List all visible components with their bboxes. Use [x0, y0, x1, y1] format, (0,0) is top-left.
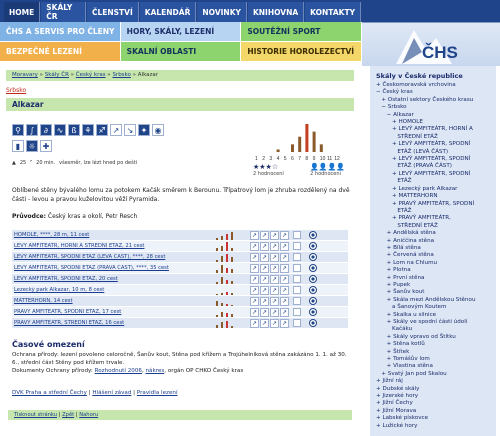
sidebar-tree-item[interactable]: + Jizerské hory — [376, 393, 419, 400]
guides — [12, 213, 137, 220]
histogram-bar — [320, 144, 323, 152]
section-text — [12, 351, 350, 375]
route-extra-icon — [293, 308, 301, 316]
route-icons — [250, 308, 289, 317]
sidebar-tree-item[interactable]: + Jižní Morava — [376, 407, 417, 414]
rope-icon: ↗ — [261, 319, 268, 327]
guides-value: Český kras a okolí, Petr Resch — [47, 213, 138, 220]
rope-icon: ∫ — [26, 124, 38, 136]
sidebar-tree-item[interactable]: + PRAVÝ AMFITEÁTR, — [376, 215, 451, 222]
route-difficulty-bars — [212, 264, 244, 273]
route-icons — [250, 242, 289, 251]
footer: Tisknout stránku | Zpět | Nahoru — [8, 410, 352, 420]
link-dvk[interactable]: DVK Praha a střední Čechy — [12, 390, 87, 396]
rating-people — [310, 163, 345, 177]
route-bar — [226, 292, 228, 295]
carabiner-icon: ↗ — [271, 242, 278, 250]
climber-icon: ↗ — [251, 242, 258, 250]
route-bar — [216, 282, 218, 284]
route-name[interactable]: LEVÝ AMFITEÁTR, SPODNÍ ETÁŽ (LEVÁ ČÁST), ****, 28 cest — [14, 254, 166, 260]
info-minutes: 25 — [19, 160, 27, 166]
difficulty-histogram — [253, 120, 343, 162]
histogram-label: 4 — [276, 156, 280, 162]
nav-item-6[interactable]: KONTAKTY — [305, 2, 361, 22]
route-bar — [226, 234, 228, 240]
rating-stars — [253, 163, 284, 177]
boulder-icon: ↗ — [281, 308, 288, 316]
route-bar — [226, 242, 228, 251]
wall-icon: ▮ — [12, 140, 24, 152]
route-icons — [250, 286, 289, 295]
sun-icon: ☼ — [26, 140, 38, 152]
route-extra-icon — [293, 319, 301, 327]
boulder-icon: ↗ — [281, 286, 288, 294]
parent-link — [6, 87, 354, 94]
nav-item-3[interactable]: KALENDÁŘ — [140, 2, 197, 22]
bottom-links: DVK Praha a střední Čechy | Hlášení závad | Pravidla lezení — [12, 390, 178, 396]
walker-icon: ♐ — [96, 124, 108, 136]
nav-item-0[interactable]: HOME — [4, 2, 40, 22]
histogram-label: 12 — [334, 156, 340, 162]
sidebar-tree-item[interactable]: STŘEDNÍ ETÁŽ — [376, 222, 438, 229]
walk-icon: ᴾ — [30, 160, 33, 166]
route-icons — [250, 319, 289, 328]
route-name[interactable]: PRAVÝ AMFITEÁTR, STŘEDNÍ ETÁŽ, 16 cest — [14, 320, 125, 326]
sidebar-tree-item[interactable]: ETÁŽ — [376, 178, 412, 185]
sidebar-tree-item[interactable]: Kačáku — [376, 326, 413, 333]
rating-stars-count: 2 hodnocení — [253, 171, 284, 177]
route-bar — [216, 248, 218, 251]
carabiner-icon: ∂ — [40, 124, 52, 136]
description: Oblíbené stěny bývalého lomu za potokem Kačák směrem k Berounu. Třípatrový lom je zhruba rozdělený na dvě části - levou a pravou kuželovitou věží Pyramida. — [12, 187, 350, 203]
route-icons — [250, 264, 289, 273]
route-bar — [216, 325, 218, 328]
sidebar-tree-item[interactable]: + LEVÝ AMFITEÁTR, SPODNÍ — [376, 141, 471, 148]
category-chs-servis[interactable]: ČHS A SERVIS PRO ČLENY — [0, 22, 121, 42]
category-skalni-oblasti[interactable]: SKALNÍ OBLASTI — [121, 42, 242, 62]
rope-icon: ↗ — [261, 231, 268, 239]
carabiner-icon: ↗ — [271, 275, 278, 283]
sidebar-tree-item[interactable]: + Stěna kotlů — [376, 341, 425, 348]
route-bar — [231, 257, 233, 262]
route-row[interactable] — [12, 230, 348, 241]
sidebar-tree-item[interactable]: + Ostatní sektory Českého krasu — [376, 96, 474, 103]
histogram-label: 3 — [269, 156, 273, 162]
histogram-label: 1 — [255, 156, 258, 162]
route-row[interactable] — [12, 296, 348, 307]
family-icon: ⚘ — [82, 124, 94, 136]
sidebar — [370, 66, 496, 436]
route-bar — [221, 256, 223, 262]
route-row[interactable] — [12, 252, 348, 263]
sidebar-tree-item[interactable]: + Lom na Chlumu — [376, 259, 438, 266]
histogram-label: 8 — [305, 156, 309, 162]
histogram-bar — [298, 137, 301, 152]
boulder-icon: ↗ — [281, 319, 288, 327]
route-bar — [216, 270, 218, 273]
route-bar — [231, 269, 233, 273]
rating-people-count: 2 hodnocení — [310, 171, 341, 177]
sidebar-tree-item[interactable]: + Českomoravská vrchovina — [376, 82, 456, 88]
sidebar-tree-item[interactable]: + Vlastina stěna — [376, 363, 433, 370]
route-extra-icon — [293, 231, 301, 239]
climber-icon: ↗ — [251, 275, 258, 283]
sidebar-tree-item[interactable]: + Lužické hory — [376, 422, 418, 429]
route-bar — [231, 248, 233, 251]
route-extra-icon — [293, 297, 301, 305]
carabiner-icon: ↗ — [271, 231, 278, 239]
info-row — [12, 160, 137, 166]
sidebar-tree-item[interactable]: + Aniččina stěna — [376, 237, 435, 244]
route-target-icon — [309, 319, 317, 327]
route-bar — [221, 303, 223, 306]
rope-icon: ↗ — [261, 242, 268, 250]
route-extra-icon — [293, 242, 301, 250]
climber-icon: ⚲ — [12, 124, 24, 136]
boulder-icon: ↗ — [281, 275, 288, 283]
section-text-1: Ochrana přírody: lezení povoleno celoročně, Šanův kout, Stěna pod křížem a Trojúhelníková stěna zakázáno 1. 1. až 30. 6., střední část Stěny pod křížem trvale. — [12, 352, 347, 366]
histogram-label: 10 — [319, 156, 326, 162]
nav-item-5[interactable]: KNIHOVNA — [248, 2, 304, 22]
route-difficulty-bars — [212, 308, 244, 317]
route-name[interactable]: PRAVÝ AMFITEÁTR, SPODNÍ ETÁŽ, 17 cest — [14, 309, 122, 315]
histogram-bar — [305, 124, 308, 152]
route-name[interactable]: LEVÝ AMFITEÁTR, HORNÍ A STŘEDNÍ ETÁŽ, 21 cest — [14, 243, 145, 249]
slope-icon: ↘ — [124, 124, 136, 136]
boulder-icon: ß — [68, 124, 80, 136]
main-content — [6, 66, 354, 111]
breadcrumb-item-cesky-kras[interactable]: Český kras — [75, 72, 106, 78]
route-icons — [250, 253, 289, 262]
route-row[interactable] — [12, 318, 348, 329]
footer-back[interactable]: Zpět — [62, 412, 75, 418]
boulder-icon: ↗ — [281, 297, 288, 305]
route-bar — [221, 265, 223, 273]
route-row[interactable] — [12, 274, 348, 285]
triangle-icon: ▲ — [12, 160, 16, 166]
sidebar-tree-item[interactable]: + Lezecký park Alkazar — [376, 185, 458, 192]
route-name[interactable]: HOMOLE, ****, 28 m, 11 cest — [14, 232, 90, 238]
rope-icon: ↗ — [261, 264, 268, 272]
boulder-icon: ↗ — [281, 264, 288, 272]
route-name[interactable]: Lezecký park Alkazar, 10 m, 8 cest — [14, 287, 105, 293]
breadcrumb-item-moravary[interactable]: Moravary — [12, 72, 38, 78]
category-row-2 — [0, 42, 362, 62]
route-bar — [231, 326, 233, 328]
category-row-1 — [0, 22, 362, 42]
route-row[interactable] — [12, 285, 348, 296]
sidebar-tree-item[interactable]: ETÁŽ — [376, 207, 412, 214]
route-bar — [216, 238, 218, 240]
category-bezpecne-lezeni[interactable]: BEZPEČNÉ LEZENÍ — [0, 42, 121, 62]
hold-icon: ↗ — [110, 124, 122, 136]
rope-icon: ↗ — [261, 253, 268, 261]
rope-icon: ↗ — [261, 275, 268, 283]
category-hory-skaly[interactable]: HORY, SKÁLY, LEZENÍ — [121, 22, 242, 42]
histogram-label: 11 — [327, 156, 333, 162]
route-bar — [226, 254, 228, 262]
logo-panel — [362, 0, 500, 66]
histogram-label: 2 — [262, 156, 265, 162]
sidebar-tree-item[interactable]: + Andělská stěna — [376, 230, 436, 237]
target-icon: ◉ — [152, 124, 164, 136]
footer-print[interactable]: Tisknout stránku — [14, 412, 58, 418]
sidebar-tree-item[interactable]: a Šanovým Koutem — [376, 304, 447, 311]
top-navigation — [0, 0, 362, 22]
sidebar-tree-item[interactable]: + Skalka u silnice — [376, 311, 437, 318]
section-text-2: Dokumenty Ochrany přírody: Rozhodnutí 2006, nákres, orgán OP CHKO Český kras — [12, 368, 244, 374]
boulder-icon: ↗ — [281, 242, 288, 250]
sidebar-tree-item[interactable]: + Skály ve spodní části údolí — [376, 319, 468, 325]
route-bar — [231, 232, 233, 240]
route-target-icon — [309, 264, 317, 272]
logo-text: ČHS — [422, 43, 458, 62]
section-title: Časové omezení — [12, 340, 85, 349]
footer-top[interactable]: Nahoru — [79, 412, 99, 418]
breadcrumb-item-skaly-cr[interactable]: Skály ČR — [44, 72, 69, 78]
sidebar-tree-item[interactable]: + Dubské skály — [376, 385, 420, 392]
sidebar-tree-item[interactable]: + První stěna — [376, 274, 425, 281]
route-difficulty-bars — [212, 286, 244, 295]
histogram-bar — [277, 149, 280, 152]
sidebar-tree-item[interactable]: + Plotna — [376, 267, 411, 274]
route-row[interactable] — [12, 263, 348, 274]
route-bar — [221, 293, 223, 295]
stars-icon: ★★★☆ — [253, 163, 279, 171]
route-bar — [221, 246, 223, 251]
route-bar — [226, 280, 228, 284]
route-extra-icon — [293, 264, 301, 272]
breadcrumb-current: Alkazar — [137, 72, 159, 78]
route-extra-icon — [293, 253, 301, 261]
route-bar — [226, 304, 228, 306]
link-rozhodnuti[interactable]: Rozhodnutí 2006 — [94, 368, 142, 374]
page-title: Alkazar — [6, 98, 354, 111]
route-target-icon — [309, 275, 317, 283]
sidebar-tree-item[interactable]: − Český kras — [376, 89, 413, 96]
route-difficulty-bars — [212, 231, 244, 240]
sidebar-tree-item[interactable]: + HOMOLE — [376, 119, 423, 126]
route-extra-icon — [293, 286, 301, 294]
route-target-icon — [309, 231, 317, 239]
sidebar-tree-item[interactable]: + Jižní Čechy — [376, 400, 413, 407]
route-difficulty-bars — [212, 319, 244, 328]
route-bar — [221, 312, 223, 317]
histogram-bar — [313, 132, 316, 152]
climber-icon: ↗ — [251, 286, 258, 294]
nav-item-4[interactable]: NOVINKY — [197, 2, 247, 22]
climber-icon: ↗ — [251, 297, 258, 305]
attribute-icons — [12, 124, 202, 152]
route-bar — [231, 293, 233, 295]
route-list — [12, 230, 348, 329]
climber-icon: ↗ — [251, 253, 258, 261]
section-text-2-prefix: Dokumenty Ochrany přírody: — [12, 368, 93, 374]
breadcrumb-item-srbsko[interactable]: Srbsko — [112, 72, 131, 78]
boulder-icon: ↗ — [281, 253, 288, 261]
route-bar — [221, 277, 223, 284]
carabiner-icon: ↗ — [271, 308, 278, 316]
info-walk: 20 min. — [36, 160, 56, 166]
route-difficulty-bars — [212, 253, 244, 262]
sidebar-tree-item[interactable]: + Skála mezi Andělskou Stěnou — [376, 296, 476, 303]
route-difficulty-bars — [212, 297, 244, 306]
sidebar-tree-item[interactable]: ETÁŽ (PRAVÁ ČÁST) — [376, 163, 452, 170]
histogram-label: 6 — [291, 156, 294, 162]
route-bar — [231, 305, 233, 306]
guides-label: Průvodce: — [12, 213, 46, 220]
link-nakres[interactable]: nákres — [145, 368, 165, 374]
route-difficulty-bars — [212, 275, 244, 284]
route-bar — [221, 236, 223, 240]
sidebar-tree-item[interactable]: + PRAVÝ AMFITEÁTR, SPODNÍ — [376, 200, 475, 207]
anchor-icon: ✚ — [40, 140, 52, 152]
sidebar-title: Skály v České republice — [376, 72, 463, 80]
nav-item-2[interactable]: ČLENSTVÍ — [87, 2, 139, 22]
histogram-bar — [291, 144, 294, 152]
category-soutezni-sport[interactable]: SOUTĚŽNÍ SPORT — [241, 22, 362, 42]
route-bar — [226, 268, 228, 273]
route-bar — [216, 315, 218, 317]
rope-icon: ↗ — [261, 297, 268, 305]
route-bar — [216, 260, 218, 262]
parent-link-srbsko[interactable]: Srbsko — [6, 87, 27, 94]
route-icons — [250, 275, 289, 284]
sidebar-tree-item[interactable]: + Štítek — [376, 348, 410, 355]
route-icons — [250, 297, 289, 306]
breadcrumb: Moravary » Skály ČR » Český kras » Srbsko » Alkazar — [6, 70, 354, 81]
sidebar-tree-item[interactable]: + Šanův kout — [376, 289, 425, 296]
climber-icon: ↗ — [251, 308, 258, 316]
route-name[interactable]: MATTERHORN, 14 cest — [14, 298, 73, 304]
boulder-icon: ↗ — [281, 231, 288, 239]
sidebar-tree-item[interactable]: − Srbsko — [376, 104, 407, 111]
climber-icon: ↗ — [251, 231, 258, 239]
histogram-label: 5 — [283, 156, 287, 162]
route-bar — [226, 313, 228, 317]
route-target-icon — [309, 253, 317, 261]
climber-icon: ↗ — [251, 319, 258, 327]
link-hlaseni-zavad[interactable]: Hlášení závad — [92, 390, 132, 396]
route-row[interactable] — [12, 241, 348, 252]
route-icons — [250, 231, 289, 240]
rope-icon: ↗ — [261, 286, 268, 294]
histogram-label: 9 — [312, 156, 316, 162]
histogram-label: 7 — [298, 156, 301, 162]
star-icon: ✦ — [138, 124, 150, 136]
sidebar-tree-item[interactable]: + LEVÝ AMFITEÁTR, HORNÍ A — [376, 126, 473, 133]
nav-item-1[interactable]: SKÁLY ČR — [41, 2, 86, 22]
sidebar-tree — [370, 82, 496, 430]
route-bar — [231, 281, 233, 284]
route-difficulty-bars — [212, 242, 244, 251]
section-text-2-suffix: , orgán OP CHKO Český kras — [164, 368, 244, 374]
sidebar-tree-item[interactable]: + LEVÝ AMFITEÁTR, SPODNÍ — [376, 170, 471, 177]
route-bar — [216, 294, 218, 295]
sidebar-tree-item[interactable]: + Tomášův lom — [376, 356, 430, 363]
route-extra-icon — [293, 275, 301, 283]
route-bar — [216, 301, 218, 306]
sidebar-tree-item[interactable]: + Jižní ráj — [376, 378, 403, 385]
ratings — [253, 163, 345, 177]
route-name[interactable]: LEVÝ AMFITEÁTR, SPODNÍ ETÁŽ (PRAVÁ ČÁST), ****, 35 cest — [14, 265, 169, 271]
chs-logo-icon — [392, 24, 472, 66]
sidebar-tree-item[interactable]: + Červená stěna — [376, 252, 434, 259]
route-target-icon — [309, 308, 317, 316]
rope-icon: ↗ — [261, 308, 268, 316]
climber-icon: ↗ — [251, 264, 258, 272]
route-bar — [221, 322, 223, 328]
sidebar-tree-item[interactable]: + Skály vpravo od Štítku — [376, 333, 456, 340]
carabiner-icon: ↗ — [271, 253, 278, 261]
route-row[interactable] — [12, 307, 348, 318]
sidebar-tree-item[interactable]: + Labské pískovce — [376, 415, 429, 422]
sidebar-tree-item[interactable]: + MATTERHORN — [376, 193, 438, 200]
sidebar-tree-item[interactable]: STŘEDNÍ ETÁŽ — [376, 133, 438, 140]
sidebar-tree-item[interactable]: + Svatý Jan pod Skalou — [376, 370, 447, 377]
sidebar-tree-item[interactable]: − Alkazar — [376, 111, 414, 118]
carabiner-icon: ↗ — [271, 264, 278, 272]
sidebar-tree-item[interactable]: + Bílá stěna — [376, 244, 421, 251]
carabiner-icon: ↗ — [271, 286, 278, 294]
sling-icon: ∿ — [54, 124, 66, 136]
sidebar-tree-item[interactable]: + Pupek — [376, 281, 411, 288]
route-bar — [231, 314, 233, 317]
category-historie[interactable]: HISTORIE HOROLEZECTVÍ — [241, 42, 362, 62]
route-name[interactable]: LEVÝ AMFITEÁTR, SPODNÍ ETÁŽ, 20 cest — [14, 276, 118, 282]
people-icon: 👤👤👤👤 — [310, 163, 345, 171]
sidebar-tree-item[interactable]: + LEVÝ AMFITEÁTR, SPODNÍ — [376, 156, 471, 163]
route-target-icon — [309, 242, 317, 250]
sidebar-tree-item[interactable]: ETÁŽ (LEVÁ ČÁST) — [376, 148, 449, 155]
carabiner-icon: ↗ — [271, 297, 278, 305]
link-pravidla[interactable]: Pravidla lezení — [136, 390, 178, 396]
route-bar — [226, 321, 228, 328]
carabiner-icon: ↗ — [271, 319, 278, 327]
info-note: všesměr, lze lézt hned po dešti — [59, 160, 138, 166]
route-target-icon — [309, 297, 317, 305]
route-target-icon — [309, 286, 317, 294]
